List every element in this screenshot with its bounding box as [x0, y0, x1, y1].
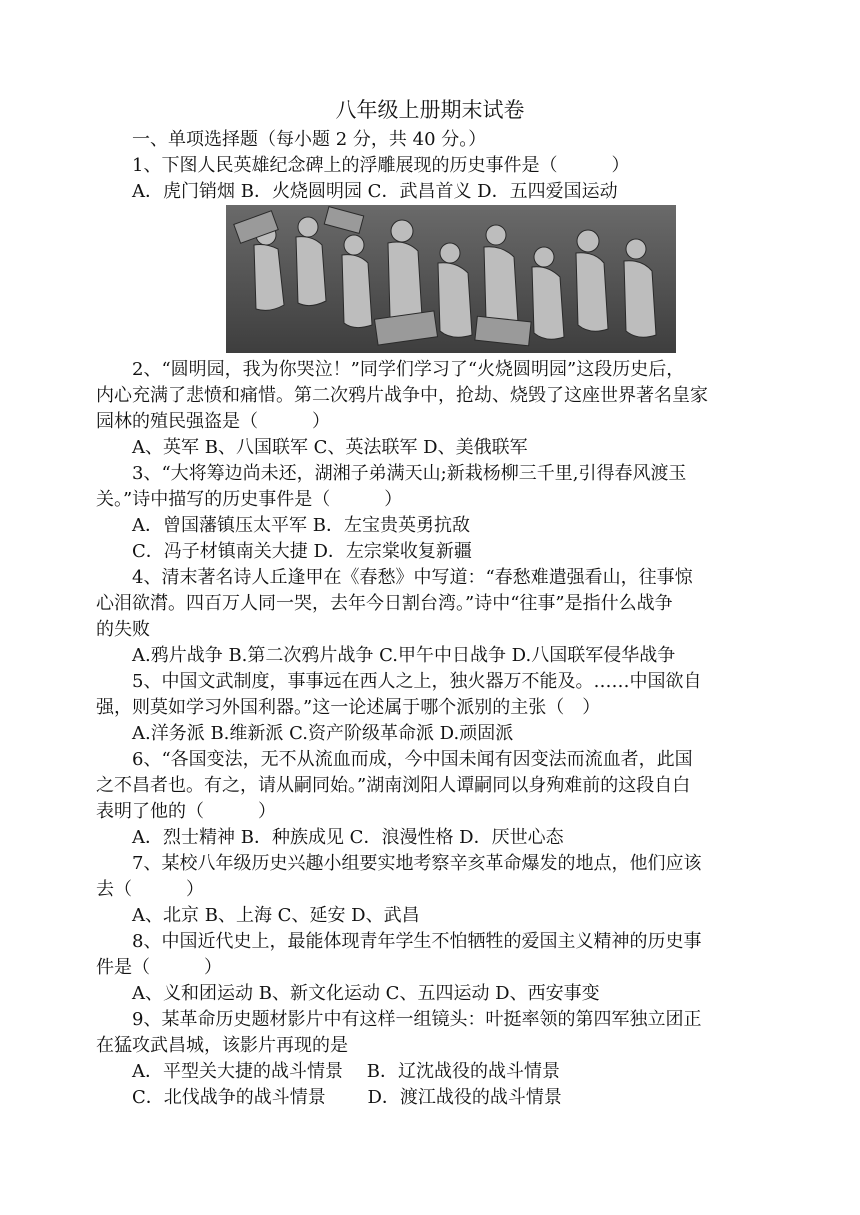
question-6-options: A．烈士精神 B．种族成见 C．浪漫性格 D．厌世心态: [132, 827, 564, 848]
question-2-text: 内心充满了悲愤和痛惜。第二次鸦片战争中，抢劫、烧毁了这座世界著名皇家: [96, 385, 708, 406]
question-9-options: A．平型关大捷的战斗情景 B．辽沈战役的战斗情景: [132, 1061, 560, 1082]
question-9-text: 9、某革命历史题材影片中有这样一组镜头：叶挺率领的第四军独立团正: [132, 1009, 702, 1030]
question-7-options: A、北京 B、上海 C、延安 D、武昌: [132, 905, 420, 926]
question-4-text: 的失败: [96, 619, 150, 640]
question-4-text: 心泪欲潸。四百万人同一哭，去年今日割台湾。”诗中“往事”是指什么战争: [96, 593, 673, 614]
section-heading: 一、单项选择题（每小题 2 分，共 40 分。）: [132, 129, 487, 150]
monument-relief-image: [226, 205, 676, 353]
question-9-options: C．北伐战争的战斗情景 D．渡江战役的战斗情景: [132, 1087, 562, 1108]
question-1-options: A．虎门销烟 B．火烧圆明园 C．武昌首义 D．五四爱国运动: [132, 181, 618, 202]
question-2-text: 园林的殖民强盗是（ ）: [96, 411, 330, 432]
question-3-options: A．曾国藩镇压太平军 B．左宝贵英勇抗敌: [132, 515, 470, 536]
question-4-text: 4、清末著名诗人丘逢甲在《春愁》中写道：“春愁难遣强看山，往事惊: [132, 567, 693, 588]
question-5-text: 强，则莫如学习外国利器。”这一论述属于哪个派别的主张（ ）: [96, 697, 601, 718]
question-7-text: 去（ ）: [96, 879, 204, 900]
question-3-text: 3、“大将筹边尚未还，湖湘子弟满天山;新栽杨柳三千里,引得春风渡玉: [132, 463, 687, 484]
question-3-text: 关。”诗中描写的历史事件是（ ）: [96, 489, 403, 510]
question-4-options: A.鸦片战争 B.第二次鸦片战争 C.甲午中日战争 D.八国联军侵华战争: [132, 645, 676, 666]
question-2-text: 2、“圆明园，我为你哭泣！”同学们学习了“火烧圆明园”这段历史后，: [132, 359, 685, 380]
question-6-text: 之不昌者也。有之，请从嗣同始。”湖南浏阳人谭嗣同以身殉难前的这段自白: [96, 775, 691, 796]
question-1-text: 1、下图人民英雄纪念碑上的浮雕展现的历史事件是（ ）: [132, 155, 630, 176]
question-3-options: C．冯子材镇南关大捷 D．左宗棠收复新疆: [132, 541, 472, 562]
question-7-text: 7、某校八年级历史兴趣小组要实地考察辛亥革命爆发的地点，他们应该: [132, 853, 702, 874]
question-5-text: 5、中国文武制度，事事远在西人之上，独火器万不能及。……中国欲自: [132, 671, 702, 692]
page-title: 八年级上册期末试卷: [335, 98, 525, 122]
question-9-text: 在猛攻武昌城，该影片再现的是: [96, 1035, 348, 1056]
question-8-text: 8、中国近代史上，最能体现青年学生不怕牺牲的爱国主义精神的历史事: [132, 931, 702, 952]
question-2-options: A、英军 B、八国联军 C、英法联军 D、美俄联军: [132, 437, 528, 458]
question-8-text: 件是（ ）: [96, 957, 222, 978]
question-5-options: A.洋务派 B.维新派 C.资产阶级革命派 D.顽固派: [132, 723, 514, 744]
question-6-text: 6、“各国变法，无不从流血而成，今中国未闻有因变法而流血者，此国: [132, 749, 693, 770]
question-6-text: 表明了他的（ ）: [96, 801, 276, 822]
question-8-options: A、义和团运动 B、新文化运动 C、五四运动 D、西安事变: [132, 983, 600, 1004]
